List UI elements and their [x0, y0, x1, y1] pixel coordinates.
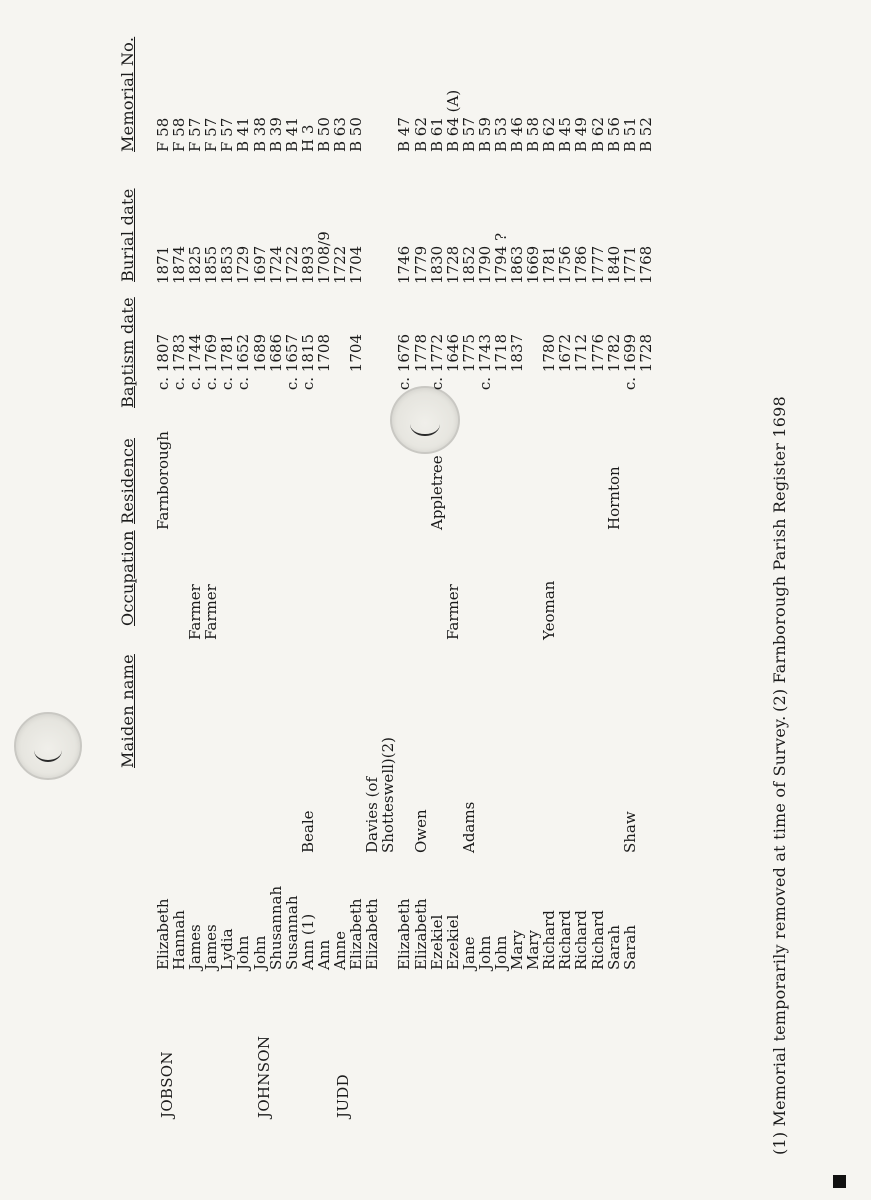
first-name-cell: Elizabeth — [395, 898, 414, 970]
baptism-date-cell — [364, 334, 380, 400]
occupation-cell — [573, 581, 589, 640]
residence-cell — [252, 431, 268, 530]
baptism-date-cell — [332, 334, 348, 400]
burial-date-cell: 1853 — [218, 245, 237, 284]
first-name-column — [155, 886, 638, 970]
burial-date-cell: 1722 — [282, 245, 301, 284]
occupation-cell — [219, 581, 235, 640]
maiden-name-cell — [573, 737, 589, 853]
memorial-no-cell: B 41 — [234, 117, 253, 152]
first-name-cell: James — [186, 924, 205, 970]
residence-cell — [557, 431, 573, 530]
baptism-date-cell: 1708 — [314, 334, 333, 373]
occupation-cell: Farmer — [186, 584, 205, 640]
burial-date-cell: 1756 — [556, 245, 575, 284]
first-name-cell: Hannah — [170, 910, 189, 970]
memorial-no-cell: B 62 — [540, 117, 559, 152]
first-name-cell: John — [234, 935, 253, 970]
residence-cell — [268, 431, 284, 530]
first-name-cell: Ann (1) — [298, 913, 317, 970]
burial-date-cell: 1871 — [154, 245, 172, 284]
occupation-cell — [493, 581, 509, 640]
memorial-no-cell: B 57 — [459, 117, 478, 152]
residence-cell — [235, 431, 251, 530]
baptism-date-cell: 1728 — [636, 334, 655, 373]
maiden-name-cell — [445, 737, 461, 853]
burial-date-cell: 1790 — [475, 245, 494, 284]
header-maiden-name: Maiden name — [118, 654, 137, 768]
burial-date-cell: 1786 — [572, 245, 591, 284]
memorial-no-cell: B 38 — [250, 117, 269, 152]
first-name-cell: Elizabeth — [347, 898, 366, 970]
first-name-cell: James — [202, 924, 221, 970]
baptism-date-cell: c. 1676 — [395, 334, 414, 391]
maiden-name-cell: Shotteswell)(2) — [379, 736, 398, 853]
memorial-no-cell: B 41 — [282, 117, 301, 152]
maiden-name-cell: Beale — [298, 810, 317, 853]
maiden-name-cell — [525, 737, 541, 853]
memorial-no-cell: H 3 — [298, 124, 317, 152]
occupation-cell — [268, 581, 284, 640]
residence-cell — [203, 431, 219, 530]
baptism-date-cell: 1776 — [588, 334, 607, 373]
baptism-date-cell: c. 1743 — [475, 334, 494, 391]
first-name-cell: John — [475, 935, 494, 970]
burial-date-cell: 1779 — [411, 245, 430, 284]
residence-cell — [541, 431, 557, 530]
header-burial-date: Burial date — [118, 188, 137, 282]
maiden-name-column — [155, 737, 638, 853]
baptism-date-cell: c. 1699 — [620, 334, 639, 391]
occupation-cell — [332, 581, 348, 640]
memorial-no-cell: B 63 — [331, 117, 350, 152]
baptism-date-cell: c. 1807 — [154, 334, 172, 391]
memorial-no-cell: B 45 — [556, 117, 575, 152]
first-name-cell: Elizabeth — [154, 898, 172, 970]
occupation-cell — [622, 581, 638, 640]
burial-date-cell: 1781 — [540, 245, 559, 284]
baptism-date-cell: c. 1657 — [282, 334, 301, 391]
maiden-name-cell — [219, 737, 235, 853]
residence-cell — [300, 431, 316, 530]
memorial-no-cell: F 57 — [202, 117, 221, 152]
memorial-no-cell: B 61 — [427, 117, 446, 152]
first-name-cell: Richard — [556, 910, 575, 970]
burial-date-cell: 1704 — [347, 245, 366, 284]
occupation-cell — [235, 581, 251, 640]
memorial-no-cell: B 52 — [636, 117, 655, 152]
first-name-cell: Anne — [331, 930, 350, 970]
maiden-name-cell — [590, 737, 606, 853]
residence-cell — [477, 431, 493, 530]
baptism-date-cell: c. 1769 — [202, 334, 221, 391]
occupation-cell — [557, 581, 573, 640]
baptism-date-cell: 1782 — [604, 334, 623, 373]
baptism-date-cell — [380, 334, 396, 400]
maiden-name-cell — [235, 737, 251, 853]
baptism-date-cell — [525, 334, 541, 400]
burial-date-cell: 1893 — [298, 245, 317, 284]
memorial-no-cell: B 50 — [347, 117, 366, 152]
residence-cell — [348, 431, 364, 530]
memorial-no-cell: B 56 — [604, 117, 623, 152]
maiden-name-cell — [316, 737, 332, 853]
maiden-name-cell — [557, 737, 573, 853]
burial-date-cell: 1855 — [202, 245, 221, 284]
occupation-cell — [590, 581, 606, 640]
maiden-name-cell — [252, 737, 268, 853]
burial-date-cell: 1746 — [395, 245, 414, 284]
residence-cell — [364, 431, 380, 530]
surname-johnson: JOHNSON — [255, 1035, 273, 1118]
residence-cell — [316, 431, 332, 530]
first-name-cell: John — [491, 935, 510, 970]
maiden-name-cell — [429, 737, 445, 853]
baptism-date-cell: 1718 — [491, 334, 510, 373]
burial-date-cell — [380, 231, 396, 284]
occupation-cell — [364, 581, 380, 640]
residence-cell — [493, 431, 509, 530]
maiden-name-cell — [268, 737, 284, 853]
burial-date-cell: 1874 — [170, 245, 189, 284]
occupation-cell — [252, 581, 268, 640]
memorial-no-cell: B 49 — [572, 117, 591, 152]
occupation-cell — [171, 581, 187, 640]
baptism-date-cell: 1672 — [556, 334, 575, 373]
baptism-date-cell: c. 1772 — [427, 334, 446, 391]
maiden-name-cell — [396, 737, 412, 853]
first-name-cell: Richard — [540, 910, 559, 970]
occupation-cell: Farmer — [202, 584, 221, 640]
burial-date-cell: 1722 — [331, 245, 350, 284]
burial-date-column — [155, 231, 654, 284]
header-occupation: Occupation — [118, 530, 137, 626]
first-name-cell: Jane — [459, 936, 478, 970]
residence-cell — [219, 431, 235, 530]
memorial-no-column — [155, 90, 654, 152]
memorial-no-cell: F 58 — [170, 117, 189, 152]
burial-date-cell: 1728 — [443, 245, 462, 284]
maiden-name-cell — [187, 737, 203, 853]
first-name-cell: Sarah — [620, 925, 639, 970]
occupation-cell — [380, 581, 396, 640]
memorial-no-cell: F 57 — [218, 117, 237, 152]
burial-date-cell: 1825 — [186, 245, 205, 284]
first-name-cell: Shusannah — [266, 885, 285, 970]
occupation-column — [155, 581, 638, 640]
maiden-name-cell — [155, 737, 171, 853]
memorial-no-cell: F 58 — [154, 117, 172, 152]
burial-date-cell: 1729 — [234, 245, 253, 284]
baptism-date-cell: 1686 — [266, 334, 285, 373]
residence-cell — [590, 431, 606, 530]
baptism-date-cell: 1689 — [250, 334, 269, 373]
first-name-cell: Ezekiel — [443, 914, 462, 970]
residence-cell — [573, 431, 589, 530]
occupation-cell — [396, 581, 412, 640]
burial-date-cell: 1669 — [524, 245, 543, 284]
burial-date-cell: 1840 — [604, 245, 623, 284]
baptism-date-cell: 1646 — [443, 334, 462, 373]
baptism-date-cell: 1778 — [411, 334, 430, 373]
occupation-cell — [284, 581, 300, 640]
residence-cell: Farnborough — [154, 431, 172, 530]
maiden-name-cell — [477, 737, 493, 853]
residence-cell — [332, 431, 348, 530]
header-memorial-no: Memorial No. — [118, 36, 137, 152]
residence-cell — [622, 431, 638, 530]
first-name-cell: Mary — [508, 930, 527, 970]
residence-cell: Hornton — [604, 466, 623, 530]
residence-cell — [525, 431, 541, 530]
burial-date-cell: 1794 ? — [491, 233, 510, 284]
maiden-name-cell — [493, 737, 509, 853]
residence-cell — [445, 431, 461, 530]
burial-date-cell: 1768 — [636, 245, 655, 284]
baptism-date-cell: 1837 — [508, 334, 527, 373]
occupation-cell — [348, 581, 364, 640]
maiden-name-cell: Shaw — [620, 811, 639, 853]
memorial-no-cell: B 62 — [411, 117, 430, 152]
first-name-cell: John — [250, 935, 269, 970]
maiden-name-cell: Adams — [459, 801, 478, 853]
maiden-name-cell — [606, 737, 622, 853]
first-name-cell: Elizabeth — [363, 898, 382, 970]
memorial-no-cell: B 58 — [524, 117, 543, 152]
maiden-name-cell — [171, 737, 187, 853]
burial-date-cell: 1697 — [250, 245, 269, 284]
baptism-date-column — [155, 334, 654, 400]
maiden-name-cell — [203, 737, 219, 853]
memorial-no-cell: B 53 — [491, 117, 510, 152]
residence-cell — [461, 431, 477, 530]
surname-jobson: JOBSON — [158, 1051, 176, 1118]
burial-date-cell: 1852 — [459, 245, 478, 284]
first-name-cell: Sarah — [604, 925, 623, 970]
occupation-cell — [155, 581, 171, 640]
occupation-cell — [461, 581, 477, 640]
burial-date-cell: 1724 — [266, 245, 285, 284]
baptism-date-cell: 1712 — [572, 334, 591, 373]
residence-cell: Appletree — [427, 455, 446, 530]
occupation-cell — [300, 581, 316, 640]
maiden-name-cell: Davies (of — [363, 776, 382, 853]
residence-cell — [187, 431, 203, 530]
burial-date-cell: 1863 — [508, 245, 527, 284]
baptism-date-cell: c. 1783 — [170, 334, 189, 391]
maiden-name-cell — [284, 737, 300, 853]
memorial-no-cell: B 64 (A) — [443, 89, 462, 152]
residence-cell — [171, 431, 187, 530]
residence-cell — [284, 431, 300, 530]
burial-date-cell: 1777 — [588, 245, 607, 284]
memorial-no-cell: B 47 — [395, 117, 414, 152]
footnote-parish-register: (2) Farnborough Parish Register 1698 — [770, 396, 789, 712]
surname-judd: JUDD — [334, 1074, 352, 1118]
memorial-no-cell: B 59 — [475, 117, 494, 152]
first-name-cell: Mary — [524, 930, 543, 970]
first-name-cell: Elizabeth — [411, 898, 430, 970]
occupation-cell — [316, 581, 332, 640]
first-name-cell: Ann — [314, 939, 333, 970]
first-name-cell: Ezekiel — [427, 914, 446, 970]
memorial-no-cell: B 50 — [314, 117, 333, 152]
occupation-cell — [477, 581, 493, 640]
occupation-cell — [525, 581, 541, 640]
residence-cell — [413, 431, 429, 530]
memorial-no-cell: F 57 — [186, 117, 205, 152]
residence-cell — [380, 431, 396, 530]
occupation-cell — [509, 581, 525, 640]
memorial-no-cell: B 39 — [266, 117, 285, 152]
burial-date-cell: 1830 — [427, 245, 446, 284]
residence-cell — [509, 431, 525, 530]
burial-date-cell: 1708/9 — [314, 231, 333, 284]
occupation-cell: Farmer — [443, 584, 462, 640]
baptism-date-cell: 1775 — [459, 334, 478, 373]
baptism-date-cell: 1780 — [540, 334, 559, 373]
maiden-name-cell — [509, 737, 525, 853]
occupation-cell: Yeoman — [540, 580, 559, 640]
baptism-date-cell: c. 1652 — [234, 334, 253, 391]
memorial-no-cell: B 46 — [508, 117, 527, 152]
burial-date-cell — [364, 231, 380, 284]
memorial-no-cell — [380, 90, 396, 152]
first-name-cell: Richard — [588, 910, 607, 970]
residence-column — [155, 431, 638, 530]
residence-cell — [396, 431, 412, 530]
first-name-cell: Susannah — [282, 895, 301, 970]
baptism-date-cell: c. 1744 — [186, 334, 205, 391]
header-residence: Residence — [118, 438, 137, 524]
baptism-date-cell: c. 1781 — [218, 334, 237, 391]
maiden-name-cell: Owen — [411, 809, 430, 853]
footnote-memorial-removed: (1) Memorial temporarily removed at time of Survey. — [770, 715, 789, 1155]
memorial-no-cell: B 62 — [588, 117, 607, 152]
memorial-no-cell: B 51 — [620, 117, 639, 152]
first-name-cell — [380, 886, 396, 970]
maiden-name-cell — [348, 737, 364, 853]
first-name-cell: Lydia — [218, 928, 237, 970]
maiden-name-cell — [541, 737, 557, 853]
occupation-cell — [606, 581, 622, 640]
burial-date-cell: 1771 — [620, 245, 639, 284]
baptism-date-cell: c. 1815 — [298, 334, 317, 391]
maiden-name-cell — [332, 737, 348, 853]
memorial-no-cell — [364, 90, 380, 152]
occupation-cell — [413, 581, 429, 640]
occupation-cell — [429, 581, 445, 640]
header-baptism-date: Baptism date — [118, 297, 137, 408]
baptism-date-cell: 1704 — [347, 334, 366, 373]
first-name-cell: Richard — [572, 910, 591, 970]
